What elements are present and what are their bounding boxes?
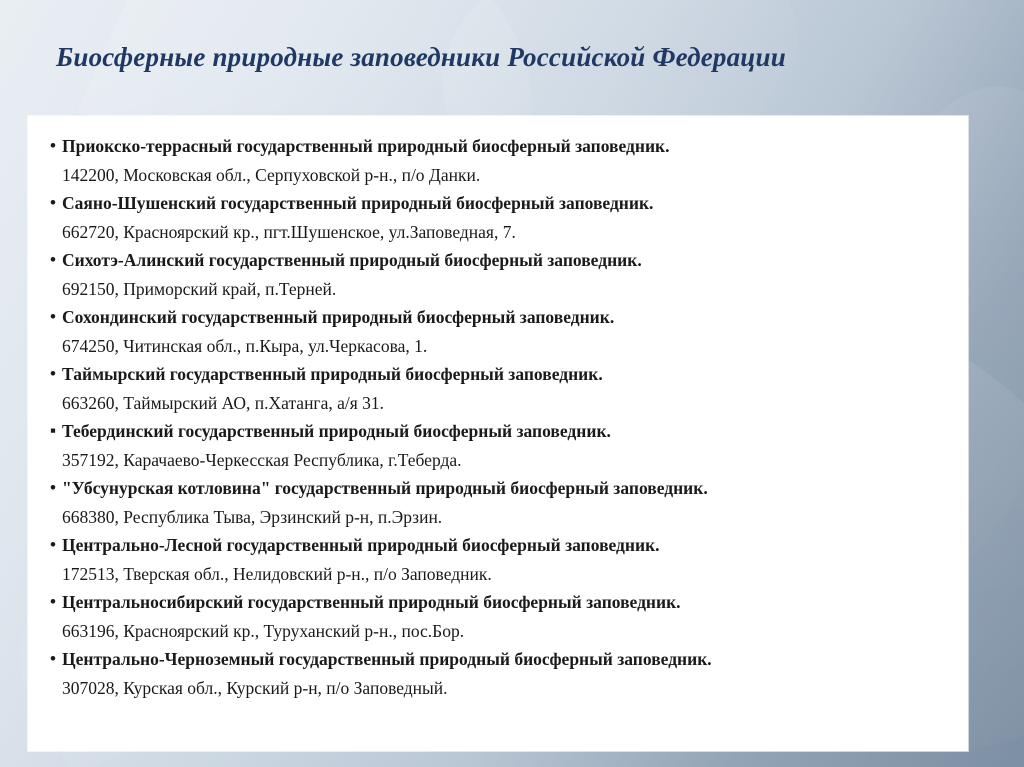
reserve-name <box>38 132 958 161</box>
reserve-address: 674250, Читинская обл., п.Кыра, ул.Черкасова, 1. <box>62 335 428 356</box>
reserve-name-text: Центрально-Лесной государственный природный биосферный заповедник. <box>62 535 660 555</box>
reserve-name <box>38 474 958 503</box>
reserve-name-text: Сохондинский государственный природный биосферный заповедник. <box>62 307 615 327</box>
content-card <box>28 116 968 751</box>
reserve-name-text: Приокско-террасный государственный природный биосферный заповедник. <box>62 136 670 156</box>
reserve-address: 692150, Приморский край, п.Терней. <box>62 278 337 299</box>
reserve-name <box>38 588 958 617</box>
bullet-icon: ▪ <box>50 421 57 440</box>
list-item <box>38 303 958 360</box>
reserve-name-text: Таймырский государственный природный биосферный заповедник. <box>62 364 603 384</box>
reserve-name-text: Центральносибирский государственный природный биосферный заповедник. <box>62 592 681 612</box>
bullet-icon: • <box>50 592 56 611</box>
list-item <box>38 189 958 246</box>
reserve-address: 663260, Таймырский АО, п.Хатанга, а/я 31. <box>62 392 385 413</box>
reserve-name <box>38 246 958 275</box>
reserve-address: 172513, Тверская обл., Нелидовский р-н., п/о Заповедник. <box>62 563 492 584</box>
bullet-icon: • <box>50 649 56 668</box>
reserve-address: 357192, Карачаево-Черкесская Республика, г.Теберда. <box>62 449 462 470</box>
bullet-icon: • <box>50 535 56 554</box>
list-item <box>38 588 958 645</box>
reserve-address: 662720, Красноярский кр., пгт.Шушенское, ул.Заповедная, 7. <box>62 221 516 242</box>
list-item <box>38 246 958 303</box>
reserve-name <box>38 417 958 446</box>
bullet-icon: • <box>50 307 56 326</box>
reserve-list <box>38 132 958 702</box>
reserve-name <box>38 303 958 332</box>
reserve-name <box>38 189 958 218</box>
reserve-name <box>38 531 958 560</box>
bullet-icon: • <box>50 136 56 155</box>
reserve-name <box>38 360 958 389</box>
slide-title: Биосферные природные заповедники Российской Федерации <box>56 42 786 72</box>
reserve-name-text: Центрально-Черноземный государственный природный биосферный заповедник. <box>62 649 712 669</box>
bullet-icon: • <box>50 364 56 383</box>
list-item <box>38 132 958 189</box>
list-item <box>38 417 958 474</box>
reserve-name <box>38 645 958 674</box>
reserve-name-text: Тебердинский государственный природный биосферный заповедник. <box>62 421 611 441</box>
list-item <box>38 360 958 417</box>
reserve-address: 668380, Республика Тыва, Эрзинский р-н, п.Эрзин. <box>62 506 443 527</box>
reserve-name-text: Сихотэ-Алинский государственный природный биосферный заповедник. <box>62 250 642 270</box>
list-item <box>38 474 958 531</box>
bullet-icon: • <box>50 250 56 269</box>
list-item <box>38 531 958 588</box>
reserve-name-text: Саяно-Шушенский государственный природный биосферный заповедник. <box>62 193 654 213</box>
reserve-address: 307028, Курская обл., Курский р-н, п/о Заповедный. <box>62 677 448 698</box>
reserve-address: 663196, Красноярский кр., Туруханский р-н., пос.Бор. <box>62 620 465 641</box>
reserve-address: 142200, Московская обл., Серпуховской р-н., п/о Данки. <box>62 164 481 185</box>
reserve-name-text: "Убсунурская котловина" государственный природный биосферный заповедник. <box>62 478 708 498</box>
bullet-icon: • <box>50 193 56 212</box>
list-item <box>38 645 958 702</box>
bullet-icon: • <box>50 478 56 497</box>
